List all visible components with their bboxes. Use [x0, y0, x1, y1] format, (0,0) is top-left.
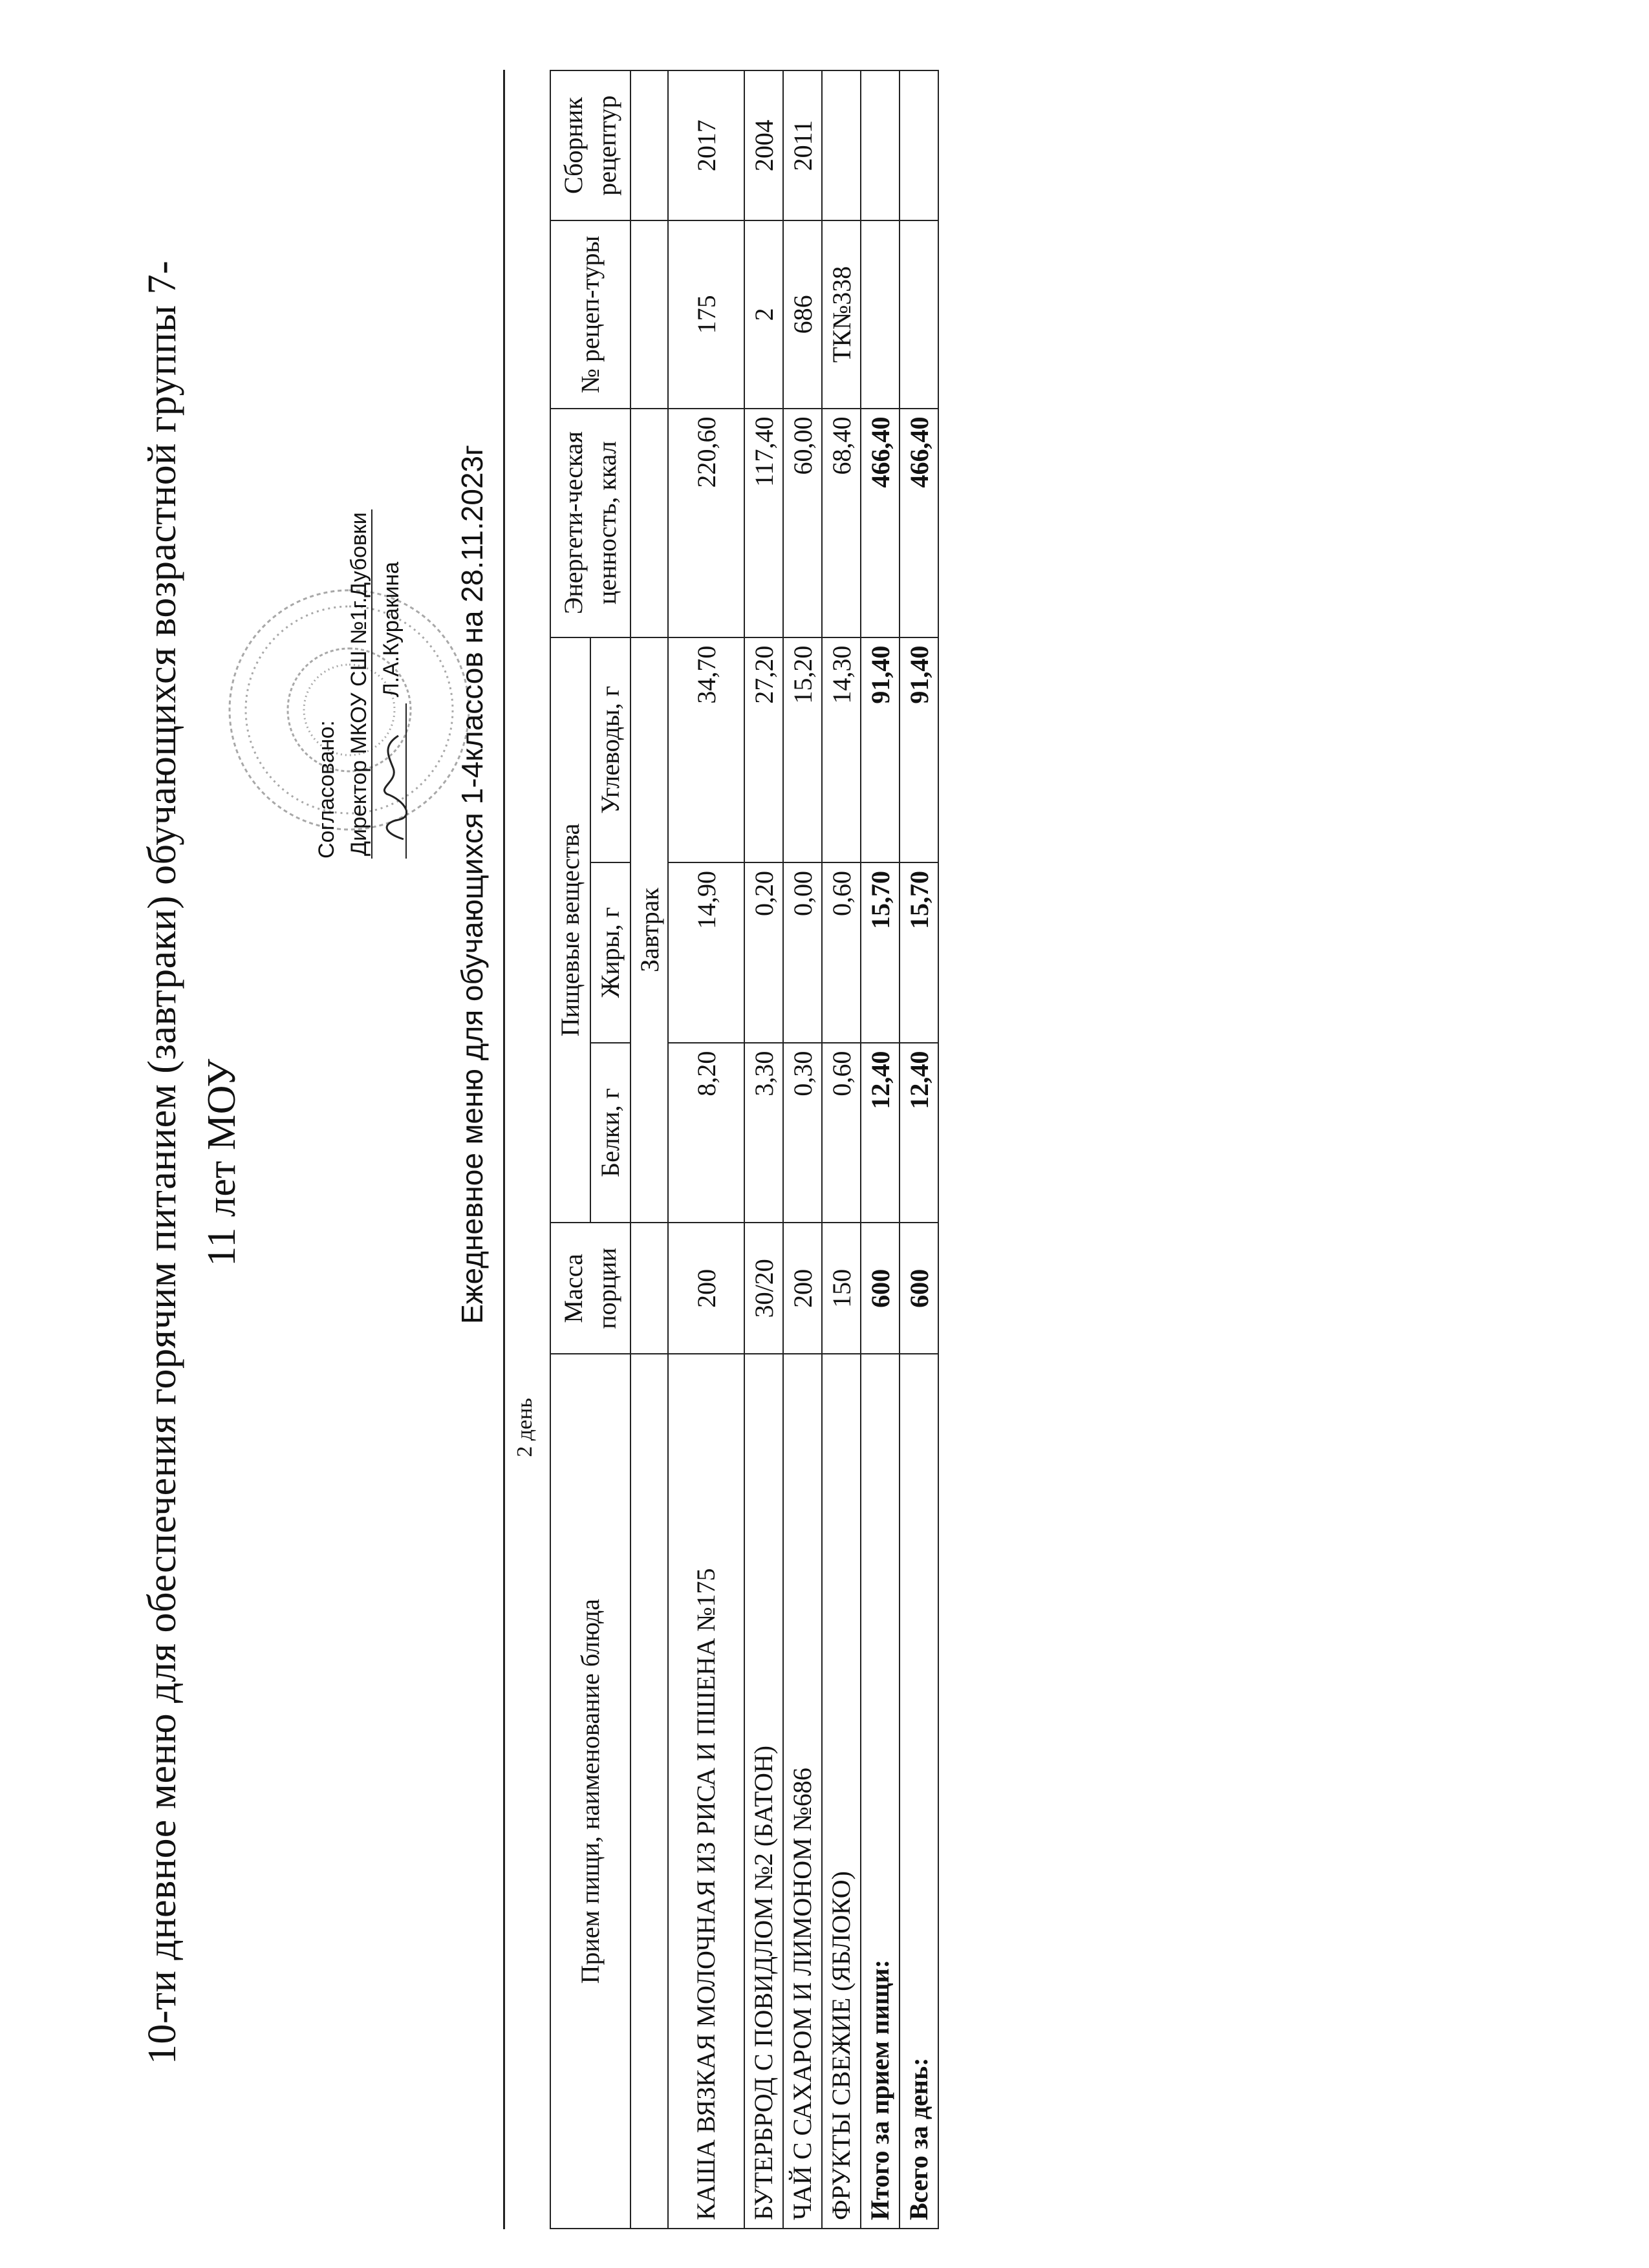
dish-mass: 150 [822, 1223, 861, 1354]
dish-carbs: 14,30 [822, 637, 861, 862]
dish-name: ЧАЙ С САХАРОМ И ЛИМОНОМ №686 [783, 1354, 822, 2229]
dish-name: ФРУКТЫ СВЕЖИЕ (ЯБЛОКО) [822, 1354, 861, 2229]
divider-line [503, 70, 505, 2229]
total-cell-empty [900, 220, 938, 408]
header-recipe-book: Сборник рецептур [550, 70, 630, 220]
dish-fat: 0,20 [744, 862, 783, 1043]
meal-label: Завтрак [630, 637, 668, 1223]
meal-row [630, 70, 668, 2229]
header-dish-name: Прием пищи, наименование блюда [550, 1354, 630, 2229]
table-row [668, 70, 744, 2229]
approval-director: Директор МКОУ СШ №1г.Дубовки [347, 509, 372, 859]
dish-carbs: 34,70 [668, 637, 744, 862]
dish-name: БУТЕРБРОД С ПОВИДЛОМ №2 (БАТОН) [744, 1354, 783, 2229]
total-cell-empty [861, 220, 900, 408]
header-portion-mass: Масса порции [550, 1223, 630, 1354]
approval-block [310, 277, 407, 859]
dish-recipe-book: 2004 [744, 70, 783, 220]
dish-recipe-number: 175 [668, 220, 744, 408]
total-fat: 15,70 [900, 862, 938, 1043]
meal-cell-empty [630, 1223, 668, 1354]
total-protein: 12,40 [861, 1043, 900, 1223]
table-row [783, 70, 822, 2229]
header-nutrients: Пищевые вещества [550, 637, 590, 1223]
dish-recipe-number: ТК№338 [822, 220, 861, 408]
approval-director-row [343, 277, 375, 859]
dish-protein: 8,20 [668, 1043, 744, 1223]
header-carbs: Углеводы, г [590, 637, 630, 862]
approval-signatory: Л.А.Куракина [379, 561, 404, 698]
meal-cell-empty [630, 70, 668, 220]
dish-mass: 200 [668, 1223, 744, 1354]
dish-protein: 0,30 [783, 1043, 822, 1223]
total-label: Всего за день: [900, 1354, 938, 2229]
dish-recipe-number: 2 [744, 220, 783, 408]
dish-recipe-book [822, 70, 861, 220]
meal-cell-empty [630, 1354, 668, 2229]
dish-mass: 200 [783, 1223, 822, 1354]
dish-fat: 14,90 [668, 862, 744, 1043]
header-energy: Энергети-ческая ценность, ккал [550, 409, 630, 637]
dish-energy: 68,40 [822, 409, 861, 637]
meal-cell-empty [630, 220, 668, 408]
dish-name: КАША ВЯЗКАЯ МОЛОЧНАЯ ИЗ РИСА И ПШЕНА №175 [668, 1354, 744, 2229]
day-label: 2 день [513, 1398, 537, 1457]
header-fat: Жиры, г [590, 862, 630, 1043]
dish-recipe-number: 686 [783, 220, 822, 408]
total-cell-empty [861, 70, 900, 220]
total-carbs: 91,40 [900, 637, 938, 862]
menu-table [550, 70, 939, 2229]
dish-fat: 0,60 [822, 862, 861, 1043]
dish-protein: 3,30 [744, 1043, 783, 1223]
total-mass: 600 [861, 1223, 900, 1354]
dish-energy: 60,00 [783, 409, 822, 637]
table-row [822, 70, 861, 2229]
total-fat: 15,70 [861, 862, 900, 1043]
header-protein: Белки, г [590, 1043, 630, 1223]
dish-mass: 30/20 [744, 1223, 783, 1354]
approval-label: Согласовано: [314, 720, 339, 859]
total-label: Итого за прием пищи: [861, 1354, 900, 2229]
total-mass: 600 [900, 1223, 938, 1354]
title-line-1: 10-ти дневное меню для обеспечения горячим питанием (завтраки) обучающихся возрастной группы 7- [140, 260, 184, 2065]
total-energy: 466,40 [861, 409, 900, 637]
total-cell-empty [900, 70, 938, 220]
table-header-row [550, 70, 590, 2229]
dish-recipe-book: 2017 [668, 70, 744, 220]
total-row-meal [861, 70, 900, 2229]
total-carbs: 91,40 [861, 637, 900, 862]
dish-carbs: 27,20 [744, 637, 783, 862]
dish-energy: 117,40 [744, 409, 783, 637]
dish-carbs: 15,20 [783, 637, 822, 862]
dish-recipe-book: 2011 [783, 70, 822, 220]
handwritten-signature-icon [379, 703, 407, 859]
table-row [744, 70, 783, 2229]
menu-subtitle: Ежедневное меню для обучающихся 1-4классов на 28.11.2023г [455, 445, 489, 1324]
dish-energy: 220,60 [668, 409, 744, 637]
header-recipe-number: № рецеп-туры [550, 220, 630, 408]
total-energy: 466,40 [900, 409, 938, 637]
dish-protein: 0,60 [822, 1043, 861, 1223]
meal-cell-empty [630, 409, 668, 637]
dish-fat: 0,00 [783, 862, 822, 1043]
document-title [133, 128, 252, 2197]
approval-signature-row [375, 277, 407, 859]
total-row-day [900, 70, 938, 2229]
title-line-2: 11 лет МОУ [200, 1058, 244, 1267]
total-protein: 12,40 [900, 1043, 938, 1223]
